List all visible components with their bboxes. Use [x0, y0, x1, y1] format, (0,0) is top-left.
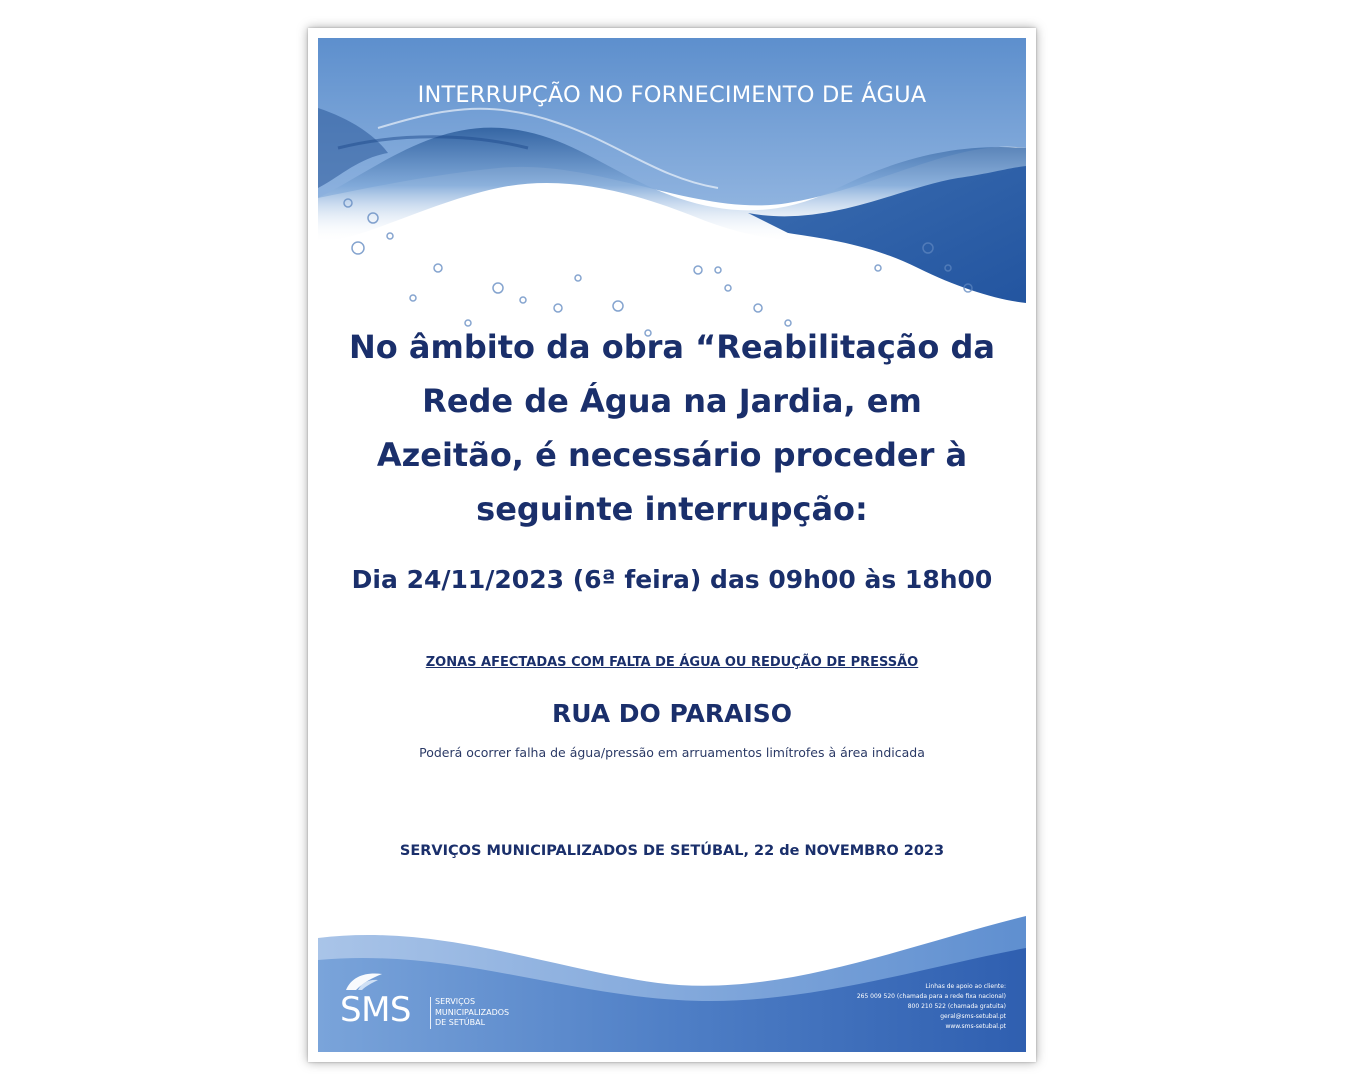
- lead-line: seguinte interrupção:: [476, 490, 868, 528]
- logo-wordmark: SMS: [340, 990, 411, 1030]
- lead-line: Rede de Água na Jardia, em: [422, 382, 922, 420]
- contact-line: geral@sms-setubal.pt: [940, 1013, 1006, 1020]
- contact-line: www.sms-setubal.pt: [945, 1023, 1006, 1030]
- banner-title: INTERRUPÇÃO NO FORNECIMENTO DE ÁGUA: [417, 82, 927, 108]
- notice-lead-text: [328, 320, 1016, 536]
- lead-line: Azeitão, é necessário proceder à: [376, 436, 968, 474]
- lead-line: No âmbito da obra “Reabilitação da: [348, 328, 996, 366]
- contact-info: [857, 982, 1006, 1032]
- contact-line: Linhas de apoio ao cliente:: [925, 983, 1006, 990]
- signature-line: SERVIÇOS MUNICIPALIZADOS DE SETÚBAL, 22 de NOVEMBRO 2023: [399, 843, 945, 859]
- sms-logo: [338, 970, 538, 1034]
- affected-zones-heading: ZONAS AFECTADAS COM FALTA DE ÁGUA OU REDUÇÃO DE PRESSÃO: [425, 655, 919, 670]
- pressure-note: Poderá ocorrer falha de água/pressão em arruamentos limítrofes à área indicada: [419, 745, 925, 760]
- leaf-icon: [344, 970, 384, 992]
- logo-sub-line: DE SETÚBAL: [435, 1018, 486, 1027]
- affected-street: RUA DO PARAISO: [551, 699, 793, 728]
- contact-line: 265 009 520 (chamada para a rede fixa nacional): [856, 993, 1006, 1000]
- logo-sub-line: SERVIÇOS: [435, 997, 476, 1006]
- logo-sub-line: MUNICIPALIZADOS: [435, 1007, 510, 1017]
- notice-poster: [318, 38, 1026, 1052]
- interruption-date: Dia 24/11/2023 (6ª feira) das 09h00 às 18h00: [351, 565, 993, 594]
- contact-line: 800 210 522 (chamada gratuita): [907, 1003, 1006, 1010]
- logo-subtitle: [430, 997, 509, 1029]
